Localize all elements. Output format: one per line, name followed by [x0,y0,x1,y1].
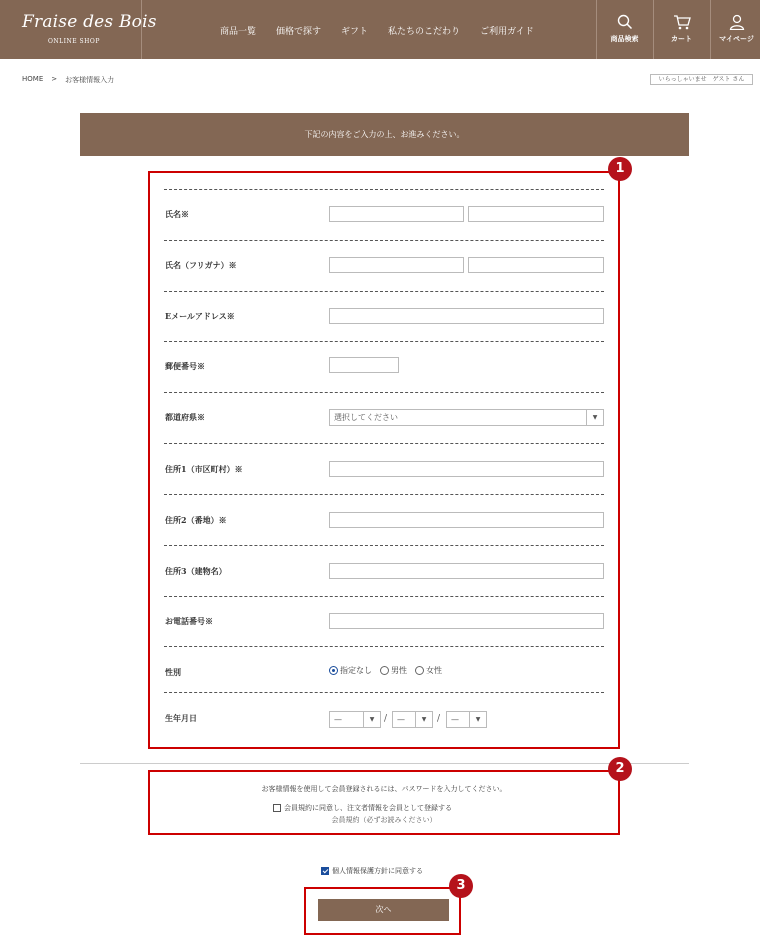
nav-price[interactable]: 価格で探す [276,27,322,37]
gender-radio-male[interactable] [380,665,407,676]
email-label: Eメールアドレス※ [165,311,235,321]
gender-radio-unspecified[interactable] [329,665,372,676]
search-button-label: 商品検索 [610,35,639,43]
address2-label: 住所2（番地）※ [165,515,227,525]
zip-label: 郵便番号※ [165,361,205,371]
birth-day-value: — [451,715,459,724]
row-divider [164,189,604,190]
chevron-down-icon: ▼ [415,712,432,727]
checkbox-icon [273,804,281,812]
cart-button-label: カート [671,35,692,43]
badge-2: 2 [608,757,632,781]
breadcrumb-current: お客様情報入力 [65,76,115,84]
breadcrumb-home[interactable]: HOME [22,75,44,83]
last-name-input[interactable] [329,206,464,222]
gender-radio-female[interactable] [415,665,442,676]
row-divider [164,240,604,241]
row-divider [164,692,604,693]
row-divider [164,596,604,597]
birth-month-value: — [397,715,405,724]
mypage-button[interactable] [710,0,760,59]
checkbox-checked-icon [321,867,329,875]
guest-greeting: いらっしゃいませ ゲスト さん [650,74,753,85]
member-terms-link[interactable]: 会員規約（必ずお読みください） [331,816,437,824]
nav-commitment[interactable]: 私たちのこだわり [388,27,461,37]
chevron-down-icon: ▼ [469,712,486,727]
global-nav [220,24,534,37]
member-register-checkbox[interactable] [273,803,452,813]
address1-input[interactable] [329,461,604,477]
address3-label: 住所3（建物名） [165,566,227,576]
member-register-label: 会員規約に同意し、注文者情報を会員として登録する [284,804,452,812]
first-name-input[interactable] [468,206,604,222]
birth-month-select[interactable] [392,711,433,728]
prefecture-label: 都道府県※ [165,412,205,422]
birth-day-select[interactable] [446,711,487,728]
gender-radio-group [329,665,442,676]
birth-year-select[interactable] [329,711,381,728]
address3-input[interactable] [329,563,604,579]
gender-option-label: 男性 [391,666,407,675]
user-icon [729,14,745,30]
mypage-button-label: マイページ [719,35,754,43]
badge-1: 1 [608,157,632,181]
radio-checked-icon [329,666,338,675]
badge-3: 3 [449,874,473,898]
nav-gift[interactable]: ギフト [341,27,369,37]
tel-input[interactable] [329,613,604,629]
member-intro-text: お客様情報を使用して会員登録されるには、パスワードを入力してください。 [261,785,507,793]
gender-option-label: 指定なし [340,666,372,675]
nav-products[interactable]: 商品一覧 [220,27,257,37]
cart-icon [673,14,691,30]
search-icon [617,14,633,30]
chevron-down-icon: ▼ [586,410,603,425]
kana-label: 氏名（フリガナ）※ [165,260,237,270]
date-separator: / [384,714,388,724]
address2-input[interactable] [329,512,604,528]
name-label: 氏名※ [165,209,189,219]
prefecture-select[interactable] [329,409,604,426]
gender-option-label: 女性 [426,666,442,675]
row-divider [164,291,604,292]
prefecture-select-value: 選択してください [334,413,398,422]
birthday-label: 生年月日 [165,713,197,723]
privacy-checkbox[interactable] [321,866,423,876]
logo-text: Fraise des Bois [22,12,157,32]
breadcrumb-separator: > [51,75,58,83]
row-divider [164,341,604,342]
row-divider [164,545,604,546]
cart-button[interactable] [653,0,709,59]
row-divider [164,646,604,647]
nav-guide[interactable]: ご利用ガイド [480,27,534,37]
site-header [0,0,760,59]
address1-label: 住所1（市区町村）※ [165,464,243,474]
birth-year-value: — [334,715,342,724]
next-button[interactable]: 次へ [318,899,449,921]
logo-subtitle: ONLINE SHOP [48,38,100,45]
logo[interactable] [0,0,157,59]
email-input[interactable] [329,308,604,324]
breadcrumb [22,75,114,85]
section-divider [80,763,689,764]
last-name-kana-input[interactable] [329,257,464,273]
row-divider [164,494,604,495]
instruction-banner: 下記の内容をご入力の上、お進みください。 [80,113,689,156]
row-divider [164,443,604,444]
radio-icon [415,666,424,675]
chevron-down-icon: ▼ [363,712,380,727]
radio-icon [380,666,389,675]
date-separator: / [437,714,441,724]
search-button[interactable] [596,0,652,59]
first-name-kana-input[interactable] [468,257,604,273]
row-divider [164,392,604,393]
zip-input[interactable] [329,357,399,373]
gender-label: 性別 [165,667,181,677]
tel-label: お電話番号※ [165,616,213,626]
privacy-checkbox-label: 個人情報保護方針に同意する [332,867,423,875]
